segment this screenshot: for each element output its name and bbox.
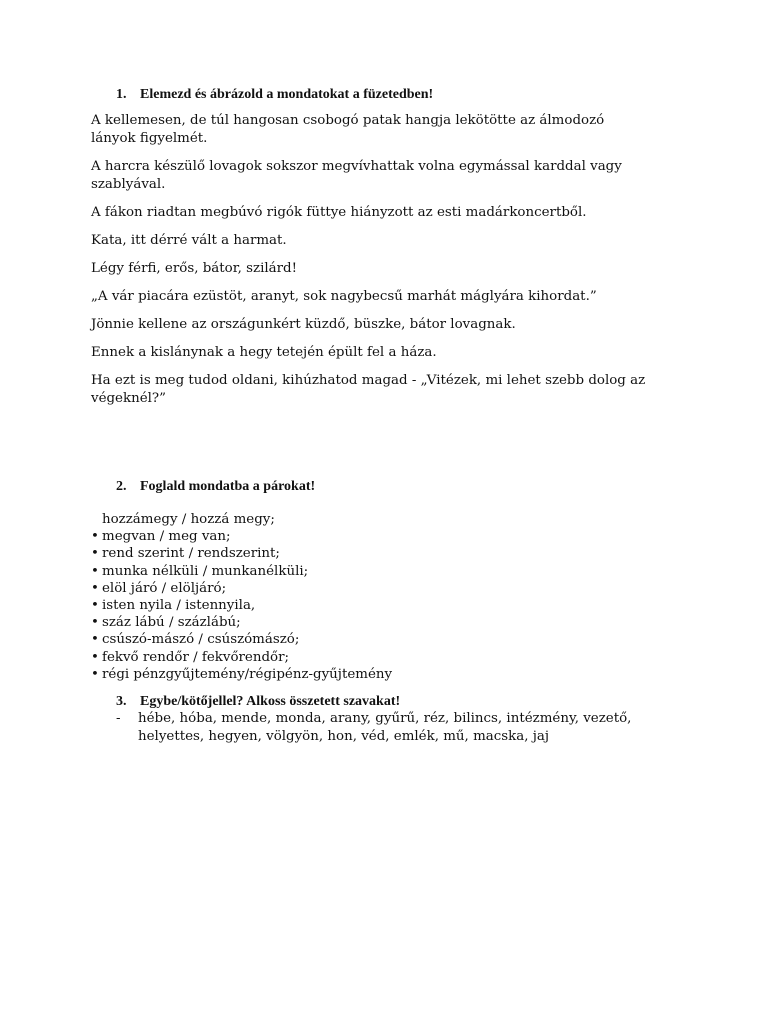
- sentence-8: Ennek a kislánynak a hegy tetején épült fel a háza.: [91, 345, 437, 360]
- sentence-7: Jönnie kellene az országunkért küzdő, büszke, bátor lovagnak.: [91, 317, 516, 332]
- sentence-9: Ha ezt is meg tudod oldani, kihúzhatod magad - „Vitézek, mi lehet szebb dolog az végeknél?”: [91, 373, 646, 406]
- task3-words: hébe, hóba, mende, monda, arany, gyűrű, réz, bilincs, intézmény, vezető, helyettes, hegyen, völgyön, hon, véd, emlék, mű, macska, jaj: [138, 711, 632, 744]
- dash-marker: -: [116, 711, 121, 726]
- bullet: •: [91, 649, 99, 665]
- sentence-3: A fákon riadtan megbúvó rigók füttye hiányzott az esti madárkoncertből.: [91, 205, 587, 220]
- sentence-5: Légy férfi, erős, bátor, szilárd!: [91, 261, 297, 276]
- task2-number: 2.: [116, 479, 127, 494]
- pair-text: fekvő rendőr / fekvőrendőr;: [102, 649, 290, 665]
- pair-text: munka nélküli / munkanélküli;: [102, 563, 309, 579]
- bullet: •: [91, 615, 99, 631]
- bullet: •: [91, 597, 99, 613]
- bullet: •: [91, 563, 99, 579]
- bullet: •: [91, 580, 99, 596]
- sentence-4: Kata, itt dérré vált a harmat.: [91, 233, 287, 248]
- bullet: •: [91, 546, 99, 562]
- sentence-6: „A vár piacára ezüstöt, aranyt, sok nagybecsű marhát máglyára kihordat.”: [91, 289, 597, 304]
- pair-text: isten nyila / istennyila,: [102, 597, 256, 613]
- pair-text: régi pénzgyűjtemény/régipénz-gyűjtemény: [102, 666, 393, 682]
- list-item: [91, 511, 651, 528]
- pair-text: elöl járó / elöljáró;: [102, 580, 227, 596]
- list-item: [91, 580, 651, 597]
- pair-text: csúszó-mászó / csúszómászó;: [102, 632, 300, 648]
- sentence-1: A kellemesen, de túl hangosan csobogó patak hangja lekötötte az álmodozó lányok figyelmét.: [91, 113, 605, 146]
- list-item: [91, 649, 651, 666]
- bullet: •: [91, 632, 99, 648]
- pair-text: megvan / meg van;: [102, 529, 231, 545]
- list-item: [91, 614, 651, 631]
- list-item: [91, 631, 651, 648]
- list-item: [91, 597, 651, 614]
- sentence-2: A harcra készülő lovagok sokszor megvívhattak volna egymással karddal vagy szablyával.: [91, 159, 622, 192]
- task1-sentence-list: [91, 112, 651, 418]
- task3-number: 3.: [116, 694, 127, 709]
- task1-title: Elemezd és ábrázold a mondatokat a füzetedben!: [140, 87, 434, 102]
- task3-title: Egybe/kötőjellel? Alkoss összetett szavakat!: [140, 694, 401, 709]
- task1-number: 1.: [116, 87, 127, 102]
- bullet: •: [91, 529, 99, 545]
- pair-text: száz lábú / százlábú;: [102, 615, 241, 631]
- pair-text: rend szerint / rendszerint;: [102, 546, 280, 562]
- pair-text: hozzámegy / hozzá megy;: [102, 512, 275, 527]
- task2-title: Foglald mondatba a párokat!: [140, 479, 316, 494]
- list-item: [91, 528, 651, 545]
- bullet: •: [91, 666, 99, 682]
- list-item: [91, 666, 651, 683]
- list-item: [91, 545, 651, 562]
- task2-pair-list: [91, 511, 651, 683]
- list-item: [91, 563, 651, 580]
